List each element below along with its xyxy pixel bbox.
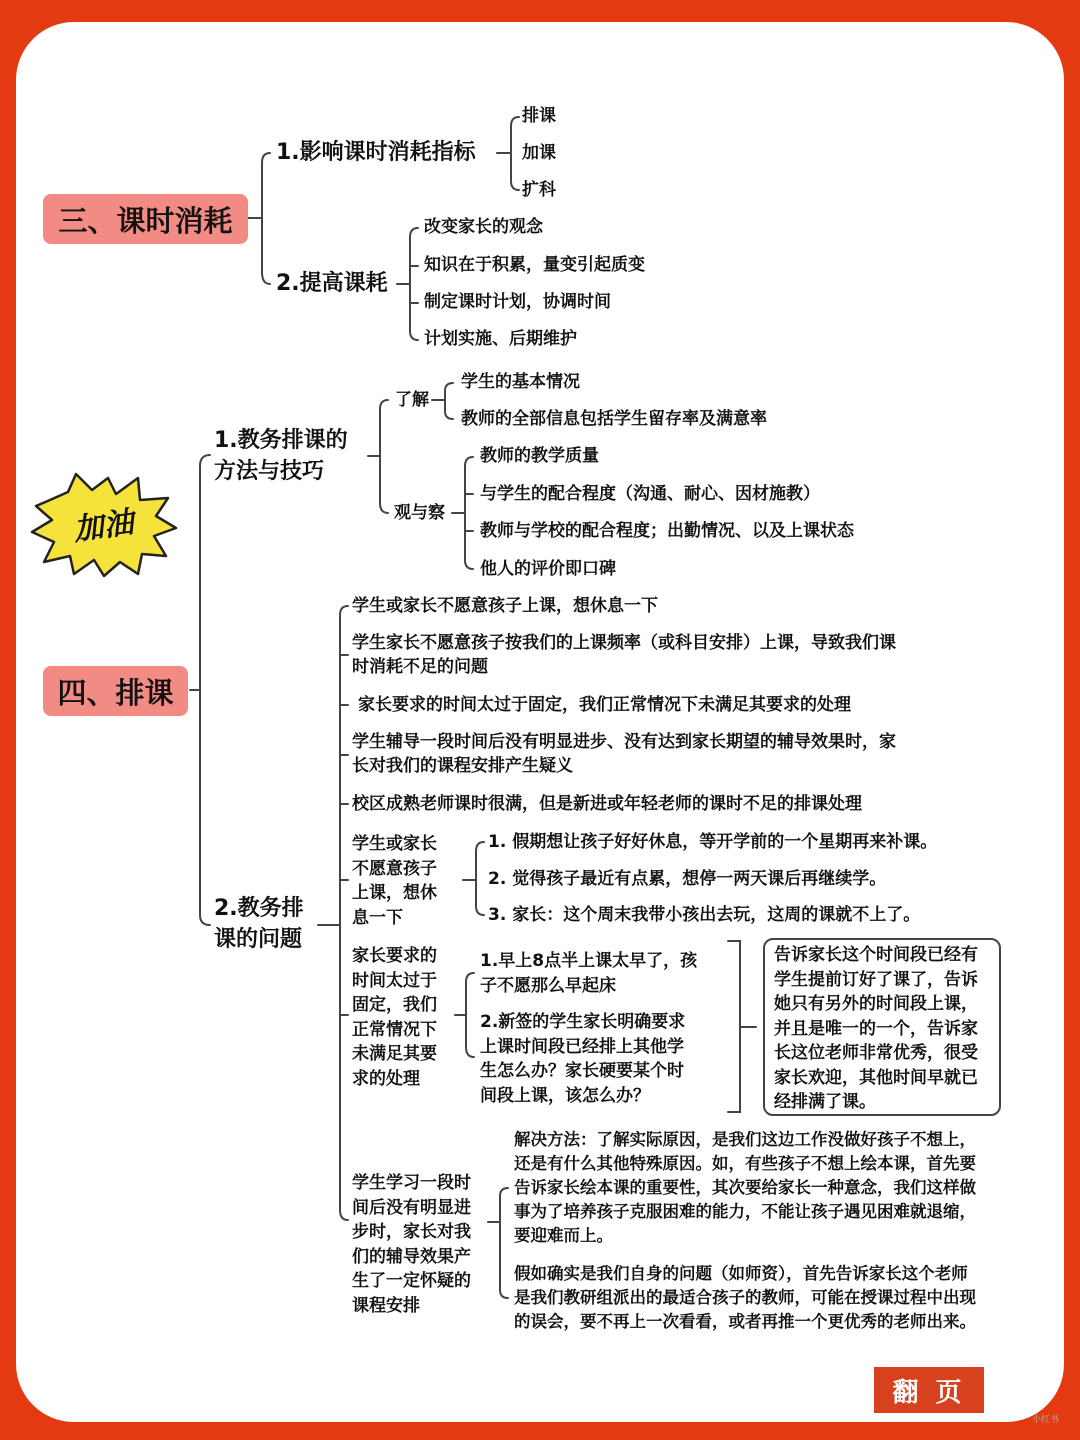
observe-item: 他人的评价即口碑 <box>480 559 616 579</box>
understand-label: 了解 <box>395 390 429 410</box>
next-page-button[interactable]: 翻 页 <box>874 1367 984 1413</box>
observe-label: 观与察 <box>394 503 445 523</box>
s3-b2-item: 计划实施、后期维护 <box>424 329 577 349</box>
observe-item: 教师与学校的配合程度；出勤情况、以及上课状态 <box>480 521 854 541</box>
understand-item: 学生的基本情况 <box>461 372 580 392</box>
problem-item: 长对我们的课程安排产生疑义 <box>352 756 573 776</box>
q2-case2: 2.新签的学生家长明确要求 上课时间段已经排上其他学 生怎么办？家长硬要某个时 间段上课，该怎么办？ <box>480 1012 686 1106</box>
section3-title: 三、课时消耗 <box>43 194 248 244</box>
problem-item: 家长要求的时间太过于固定，我们正常情况下未满足其要求的处理 <box>358 695 851 715</box>
observe-item: 教师的教学质量 <box>480 446 599 466</box>
q3-label: 学生学习一段时 间后没有明显进 步时，家长对我 们的辅导效果产 生了一定怀疑的 课程安排 <box>352 1173 471 1316</box>
s4-branch1-label-line1: 1.教务排课的 <box>214 428 348 453</box>
observe-item: 与学生的配合程度（沟通、耐心、因材施教） <box>480 484 820 504</box>
s3-branch2-label: 2.提高课耗 <box>276 271 388 296</box>
understand-item: 教师的全部信息包括学生留存率及满意率 <box>461 409 767 429</box>
s3-b2-item: 制定课时计划，协调时间 <box>424 292 611 312</box>
q1-label: 学生或家长 不愿意孩子 上课，想休 息一下 <box>352 834 437 928</box>
problem-item: 校区成熟老师课时很满，但是新进或年轻老师的课时不足的排课处理 <box>352 794 862 814</box>
q3-solution-alt: 假如确实是我们自身的问题（如师资），首先告诉家长这个老师 是我们教研组派出的最适合孩子的教师，可能在授课过程中出现 的误会，要不再上一次看看，或者再推一个更优秀的老师出来。 <box>514 1264 976 1331</box>
s3-b2-item: 改变家长的观念 <box>424 217 543 237</box>
s3-b2-item: 知识在于积累，量变引起质变 <box>424 255 645 275</box>
s4-branch2-label-line1: 2.教务排 <box>214 896 304 921</box>
jiayou-sticker <box>30 470 180 580</box>
problem-item: 学生或家长不愿意孩子上课，想休息一下 <box>352 596 658 616</box>
s3-b1-item: 加课 <box>522 143 556 163</box>
q3-solution: 解决方法：了解实际原因，是我们这边工作没做好孩子不想上， 还是有什么其他特殊原因。如，有些孩子不想上绘本课，首先要 告诉家长绘本课的重要性，其次要给家长一种意念，我们这样做 事为了培养孩子克服困难的能力，不能让孩子遇见困难就退缩， 要迎难而上。 <box>514 1130 976 1245</box>
sticker-text: 加油 <box>71 505 136 549</box>
s4-branch2-label-line2: 课的问题 <box>214 927 303 952</box>
q1-item: 2. 觉得孩子最近有点累，想停一两天课后再继续学。 <box>488 869 887 889</box>
s4-branch1-label-line2: 方法与技巧 <box>214 459 325 484</box>
q1-item: 3. 家长：这个周末我带小孩出去玩，这周的课就不上了。 <box>488 905 921 925</box>
problem-item: 学生辅导一段时间后没有明显进步、没有达到家长期望的辅导效果时，家 <box>352 732 896 752</box>
s3-branch1-label: 1.影响课时消耗指标 <box>276 140 476 165</box>
q2-label: 家长要求的 时间太过于 固定，我们 正常情况下 未满足其要 求的处理 <box>352 946 437 1089</box>
q2-case1: 1.早上8点半上课太早了，孩 子不愿那么早起床 <box>480 951 698 996</box>
s3-b1-item: 排课 <box>522 106 556 126</box>
section4-title: 四、排课 <box>43 666 188 716</box>
s3-b1-item: 扩科 <box>522 180 556 200</box>
q1-item: 1. 假期想让孩子好好休息，等开学前的一个星期再来补课。 <box>488 832 938 852</box>
problem-item: 学生家长不愿意孩子按我们的上课频率（或科目安排）上课，导致我们课 <box>352 633 896 653</box>
watermark: 小红书 <box>1032 1415 1060 1425</box>
q2-answer-text: 告诉家长这个时间段已经有 学生提前订好了课了，告诉 她只有另外的时间段上课， 并且是唯一的一个，告诉家 长这位老师非常优秀，很受 家长欢迎，其他时间早就已 经排满了课。 <box>774 945 978 1112</box>
problem-item: 时消耗不足的问题 <box>352 657 488 677</box>
